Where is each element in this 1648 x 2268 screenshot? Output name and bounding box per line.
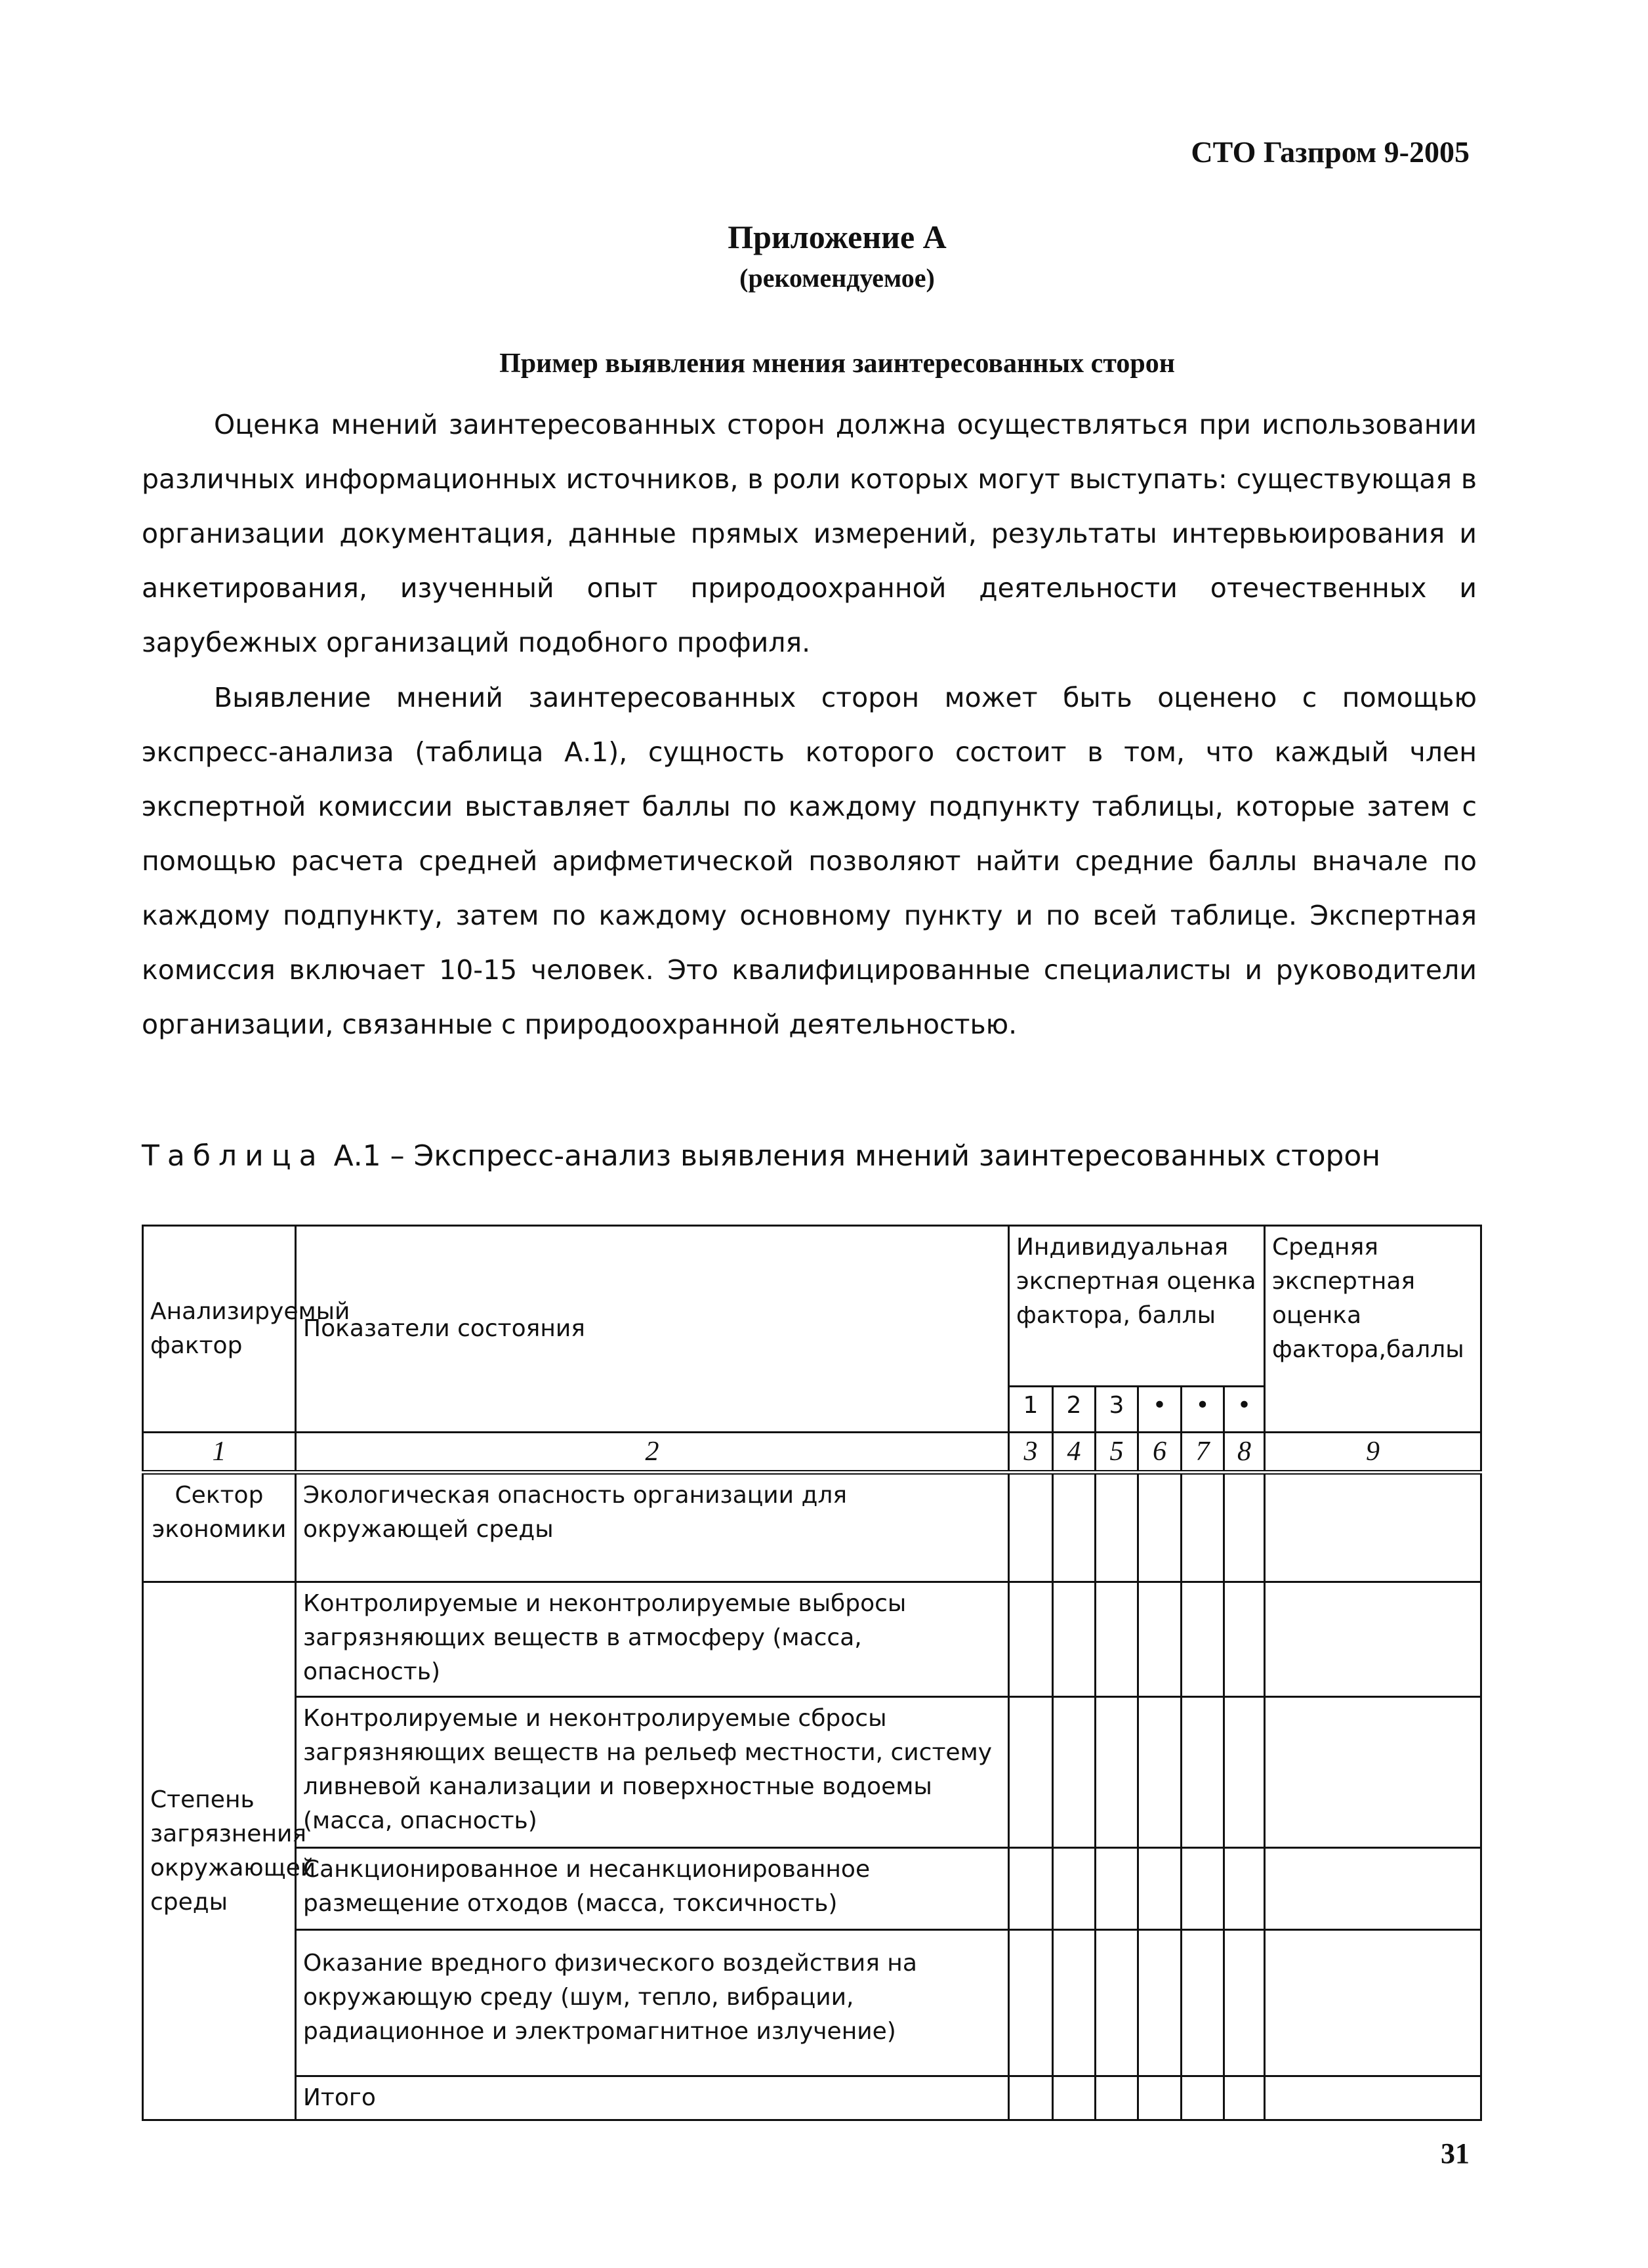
paragraph-1: Оценка мнений заинтересованных сторон должна осуществляться при использовании различных информационных источников, в роли которых могут выступать: существующая в организации документация, данные прямых измерений, результаты интервьюирования и анкетирования, изученный опыт природоохранной деятельности отечественных и зарубежных организаций подобного профиля. — [142, 409, 1477, 658]
indicator-cell: Санкционированное и несанкционированное размещение отходов (масса, токсичность) — [296, 1848, 1009, 1930]
score-cell — [1138, 1848, 1182, 1930]
average-cell — [1265, 1473, 1481, 1582]
expert-col-3: 3 — [1096, 1387, 1138, 1433]
score-cell — [1138, 1582, 1182, 1697]
table-row — [143, 1697, 1481, 1848]
score-cell — [1053, 1930, 1096, 2076]
expert-col-1: 1 — [1009, 1387, 1053, 1433]
score-cell — [1053, 2076, 1096, 2120]
score-cell — [1096, 1697, 1138, 1848]
indicator-cell: Экологическая опасность организации для окружающей среды — [296, 1473, 1009, 1582]
score-cell — [1182, 1697, 1224, 1848]
header-average: Средняя экспертная оценка фактора,баллы — [1265, 1226, 1481, 1433]
score-cell — [1096, 1930, 1138, 2076]
average-cell — [1265, 1848, 1481, 1930]
column-number-row — [143, 1433, 1481, 1473]
score-cell — [1182, 2076, 1224, 2120]
score-cell — [1182, 1473, 1224, 1582]
header-factor: Анализируемый фактор — [143, 1226, 296, 1433]
score-cell — [1224, 1848, 1265, 1930]
score-cell — [1182, 1582, 1224, 1697]
col-num-8: 8 — [1224, 1433, 1265, 1473]
page-number: 31 — [1441, 2137, 1470, 2170]
factor-cell: Степень загрязнения окружающей среды — [143, 1582, 296, 2120]
score-cell — [1138, 1930, 1182, 2076]
score-cell — [1009, 1473, 1053, 1582]
total-cell: Итого — [296, 2076, 1009, 2120]
score-cell — [1096, 2076, 1138, 2120]
header-row — [143, 1226, 1481, 1387]
col-num-3: 3 — [1009, 1433, 1053, 1473]
appendix-title: Приложение А — [728, 219, 947, 255]
section-title: Пример выявления мнения заинтересованных сторон — [499, 348, 1175, 379]
expert-col-6: • — [1224, 1387, 1265, 1433]
score-cell — [1182, 1848, 1224, 1930]
score-cell — [1009, 2076, 1053, 2120]
indicator-cell: Контролируемые и неконтролируемые выбросы загрязняющих веществ в атмосферу (масса, опасность) — [296, 1582, 1009, 1697]
score-cell — [1009, 1848, 1053, 1930]
score-cell — [1053, 1697, 1096, 1848]
score-cell — [1138, 1697, 1182, 1848]
table-row-total — [143, 2076, 1481, 2120]
average-cell — [1265, 1697, 1481, 1848]
score-cell — [1009, 1582, 1053, 1697]
score-cell — [1009, 1930, 1053, 2076]
expert-col-4: • — [1138, 1387, 1182, 1433]
col-num-6: 6 — [1138, 1433, 1182, 1473]
col-num-7: 7 — [1182, 1433, 1224, 1473]
table-caption-prefix: Таблица — [142, 1139, 325, 1173]
table-row — [143, 1582, 1481, 1697]
average-cell — [1265, 2076, 1481, 2120]
paragraph-2: Выявление мнений заинтересованных сторон может быть оценено с помощью экспресс-анализа (таблица А.1), сущность которого состоит в том, что каждый член экспертной комиссии выставляет баллы по каждому подпункту таблицы, которые затем с помощью расчета средней арифметической позволяют найти средние баллы вначале по каждому подпункту, затем по каждому основному пункту и по всей таблице. Экспертная комиссия включает 10-15 человек. Это квалифицированные специалисты и руководители организации, связанные с природоохранной деятельностью. — [142, 682, 1477, 1040]
header-individual: Индивидуальная экспертная оценка фактора, баллы — [1009, 1226, 1265, 1387]
average-cell — [1265, 1930, 1481, 2076]
table-row — [143, 1930, 1481, 2076]
score-cell — [1096, 1848, 1138, 1930]
assessment-table — [142, 1225, 1482, 2121]
score-cell — [1138, 1473, 1182, 1582]
header-indicators: Показатели состояния — [296, 1226, 1009, 1433]
expert-col-2: 2 — [1053, 1387, 1096, 1433]
col-num-5: 5 — [1096, 1433, 1138, 1473]
score-cell — [1224, 1473, 1265, 1582]
table-caption-text: А.1 – Экспресс-анализ выявления мнений заинтересованных сторон — [324, 1139, 1381, 1173]
score-cell — [1182, 1930, 1224, 2076]
indicator-cell: Контролируемые и неконтролируемые сбросы загрязняющих веществ на рельеф местности, систему ливневой канализации и поверхностные водоемы (масса, опасность) — [296, 1697, 1009, 1848]
score-cell — [1138, 2076, 1182, 2120]
average-cell — [1265, 1582, 1481, 1697]
score-cell — [1009, 1697, 1053, 1848]
score-cell — [1053, 1582, 1096, 1697]
factor-cell: Сектор экономики — [143, 1473, 296, 1582]
score-cell — [1224, 1930, 1265, 2076]
document-code: СТО Газпром 9-2005 — [1191, 135, 1470, 169]
table-row — [143, 1473, 1481, 1582]
score-cell — [1096, 1582, 1138, 1697]
col-num-4: 4 — [1053, 1433, 1096, 1473]
score-cell — [1053, 1848, 1096, 1930]
appendix-subtitle: (рекомендуемое) — [739, 263, 935, 293]
table-row — [143, 1848, 1481, 1930]
score-cell — [1224, 2076, 1265, 2120]
expert-col-5: • — [1182, 1387, 1224, 1433]
table-caption — [142, 1139, 1380, 1173]
col-num-9: 9 — [1265, 1433, 1481, 1473]
score-cell — [1053, 1473, 1096, 1582]
score-cell — [1096, 1473, 1138, 1582]
col-num-2: 2 — [296, 1433, 1009, 1473]
col-num-1: 1 — [143, 1433, 296, 1473]
score-cell — [1224, 1582, 1265, 1697]
score-cell — [1224, 1697, 1265, 1848]
indicator-cell: Оказание вредного физического воздействия на окружающую среду (шум, тепло, вибрации, радиационное и электромагнитное излучение) — [296, 1930, 1009, 2076]
